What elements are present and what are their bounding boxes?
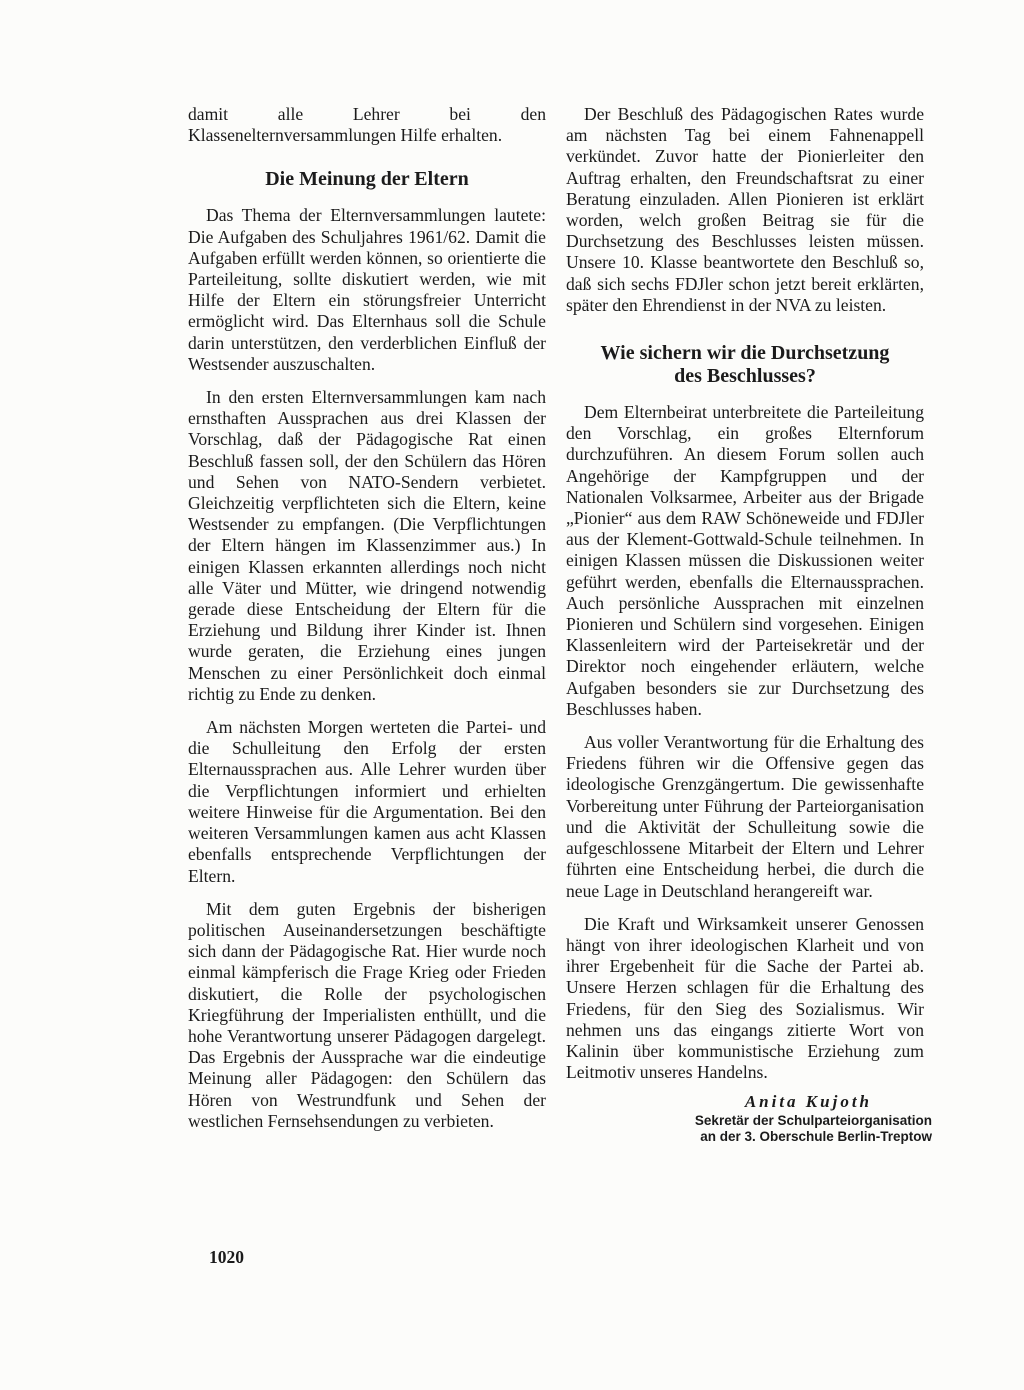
left-column [188,104,546,1132]
affiliation-line: an der 3. Oberschule Berlin-Treptow [700,1128,932,1144]
section-heading-eltern: Die Meinung der Eltern [265,168,469,191]
right-intro-paragraph: Der Beschluß des Pädagogischen Rates wurde am nächsten Tag bei einem Fahnenappell verkündet. Zuvor hatte der Pionierleiter den Auftrag erhalten, den Freundschaftsrat zu einer Beratung einzuladen. Allen Pionieren ist erklärt worden, welch großen Beitrag sie für die Durchsetzung des Beschlusses leisten müssen. Unsere 10. Klasse beantwortete den Beschluß so, daß sich sechs FDJler schon jetzt bereit erklärten, später den Ehrendienst in der NVA zu leisten. [566,104,924,315]
body-paragraph: Dem Elternbeirat unterbreitete die Parteileitung den Vorschlag, ein großes Elternforum durchzuführen. An diesem Forum sollen auch Angehörige der Kampfgruppen und der Nationalen Volksarmee, Arbeiter aus der Brigade „Pionier“ aus dem RAW Schöneweide und FDJler aus der Klement-Gottwald-Schule teilnehmen. In einigen Klassen müssen die Diskussionen weiter geführt werden, ebenfalls die Elternaussprachen. Auch persönliche Aussprachen mit einzelnen Pionieren und Schülern sind vorgesehen. Einigen Klassenleitern wird der Parteisekretär und der Direktor noch eingehender erläutern, welche Aufgaben besonders sie zur Durchsetzung des Beschlusses haben. [566,402,924,719]
section-heading-beschluss [566,342,924,388]
author-name: Anita Kujoth [744,1092,872,1112]
body-paragraph: Das Thema der Elternversammlungen lautete: Die Aufgaben des Schuljahres 1961/62. Damit die Aufgaben erfüllt werden können, so orientierte die Parteileitung, sollte diskutiert werden, wie mit Hilfe der Eltern ein störungsfreier Unterricht ermöglicht wird. Das Elternhaus soll die Schule darin unterstützen, den verderblichen Einfluß der Westsender auszuschalten. [188,205,546,374]
body-paragraph: Am nächsten Morgen werteten die Partei- und die Schulleitung den Erfolg der ersten Elternaussprachen aus. Alle Lehrer wurden über die Verpflichtungen informiert und erhielten weitere Hinweise für die Argumentation. Bei den weiteren Versammlungen kamen aus acht Klassen ebenfalls entsprechende Verpflichtungen der Eltern. [188,717,546,886]
page-number: 1020 [209,1247,244,1267]
right-column [566,104,932,1145]
section-heading-line: Wie sichern wir die Durchsetzung [600,342,890,365]
body-paragraph: In den ersten Elternversammlungen kam nach ernsthaften Aussprachen aus drei Klassen der Vorschlag, daß der Pädagogische Rat einen Beschluß fassen soll, der den Schülern das Hören und Sehen von NATO-Sendern verbietet. Gleichzeitig verpflichteten sich die Eltern, keine Westsender zu empfangen. (Die Verpflichtungen der Eltern hängen im Klassenzimmer aus.) In einigen Klassen erkannten allerdings noch nicht alle Väter und Mütter, wie dringend notwendig gerade diese Entscheidung der Eltern für die Erziehung und Bildung ihrer Kinder ist. Ihnen wurde geraten, die Erziehung eines jungen Menschen zu einer Persönlichkeit doch einmal richtig zu Ende zu denken. [188,387,546,704]
author-affiliation [566,1113,932,1145]
body-paragraph: Aus voller Verantwortung für die Erhaltung des Friedens führen wir die Offensive gegen das ideologische Grenzgängertum. Die gewissenhafte Vorbereitung unter Führung der Parteiorganisation und die Aktivität der Schulleitung sowie die aufgeschlossene Mitarbeit der Eltern und Lehrer führten eine Entscheidung herbei, die durch die neue Lage in Deutschland herangereift war. [566,732,924,901]
body-paragraph: Mit dem guten Ergebnis der bisherigen politischen Auseinandersetzungen beschäftigte sich dann der Pädagogische Rat. Hier wurde noch einmal kämpferisch die Frage Krieg oder Frieden diskutiert, die Rolle der psychologischen Kriegführung der Imperialisten enthüllt, und die hohe Verantwortung unserer Pädagogen dargelegt. Das Ergebnis der Aussprache war die eindeutige Meinung aller Pädagogen: den Schülern das Hören von Westrundfunk und Sehen der westlichen Fernsehsendungen zu verbieten. [188,898,546,1131]
body-paragraph: Die Kraft und Wirksamkeit unserer Genossen hängt von ihrer ideologischen Klarheit und von ihrer Ergebenheit für die Sache der Partei ab. Unsere Herzen schlagen für die Erhaltung des Friedens, für den Sieg des Sozialismus. Wir nehmen uns das eingangs zitierte Wort von Kalinin über kommunistische Erziehung zum Leitmotiv unseres Handelns. [566,913,924,1083]
section-heading-line: des Beschlusses? [674,365,816,388]
left-intro-paragraph: damit alle Lehrer bei den Klassenelternversammlungen Hilfe erhalten. [188,104,546,146]
affiliation-line: Sekretär der Schulparteiorganisation [694,1112,932,1128]
